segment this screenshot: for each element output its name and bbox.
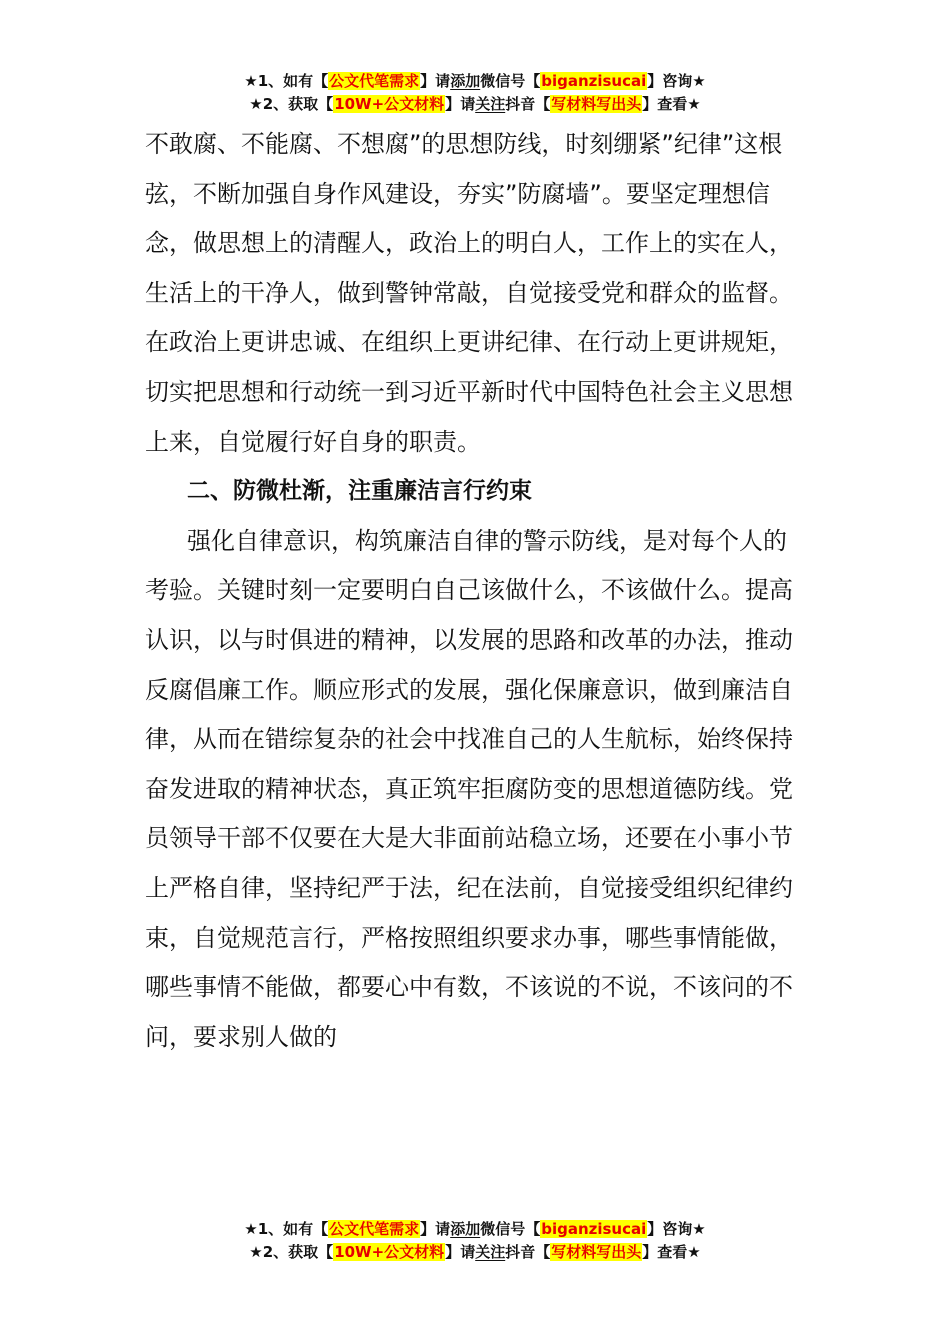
highlight-douyin: 写材料写出头 [551, 1243, 642, 1261]
section-heading: 二、防微杜渐，注重廉洁言行约束 [187, 478, 532, 505]
underlined-word: 添加 [450, 1220, 481, 1238]
banner-text: 】请 [445, 1243, 476, 1261]
banner-text: 】请 [420, 1220, 451, 1238]
banner-text: 抖音【 [505, 1243, 551, 1261]
banner-text: 抖音【 [505, 95, 551, 113]
underlined-word: 关注 [475, 1243, 506, 1261]
highlight-wechat-id: biganzisucai [541, 1220, 647, 1238]
banner-text: ★2、获取【 [249, 95, 334, 113]
banner-text: 微信号【 [480, 1220, 541, 1238]
banner-text: 】查看★ [642, 1243, 701, 1261]
banner-text: 】请 [420, 72, 451, 90]
banner-line-1 [0, 70, 950, 93]
footer-banner [0, 1218, 950, 1264]
highlight-materials: 10W+公文材料 [334, 1243, 445, 1261]
paragraph-2: 强化自律意识，构筑廉洁自律的警示防线，是对每个人的考验。关键时刻一定要明白自己该做什么，不该做什么。提高认识，以与时俱进的精神，以发展的思路和改革的办法，推动反腐倡廉工作。顺应形式的发展，强化保廉意识，做到廉洁自律，从而在错综复杂的社会中找准自己的人生航标，始终保持奋发进取的精神状态，真正筑牢拒腐防变的思想道德防线。党员领导干部不仅要在大是大非面前站稳立场，还要在小事小节上严格自律，坚持纪严于法，纪在法前，自觉接受组织纪律约束，自觉规范言行，严格按照组织要求办事，哪些事情能做，哪些事情不能做，都要心中有数，不该说的不说，不该问的不问，要求别人做的 [145, 526, 793, 1051]
banner-text: ★1、如有【 [244, 72, 329, 90]
highlight-service: 公文代笔需求 [329, 1220, 420, 1238]
document-body [145, 120, 805, 1062]
paragraph-1: 不敢腐、不能腐、不想腐”的思想防线，时刻绷紧”纪律”这根弦，不断加强自身作风建设，夯实”防腐墙”。要坚定理想信念，做思想上的清醒人，政治上的明白人，工作上的实在人，生活上的干净人，做到警钟常敲，自觉接受党和群众的监督。在政治上更讲忠诚、在组织上更讲纪律、在行动上更讲规矩，切实把思想和行动统一到习近平新时代中国特色社会主义思想上来，自觉履行好自身的职责。 [145, 130, 793, 456]
banner-text: 】请 [445, 95, 476, 113]
highlight-wechat-id: biganzisucai [541, 72, 647, 90]
banner-text: 微信号【 [480, 72, 541, 90]
banner-text: 】查看★ [642, 95, 701, 113]
highlight-service: 公文代笔需求 [329, 72, 420, 90]
underlined-word: 关注 [475, 95, 506, 113]
banner-text: ★2、获取【 [249, 1243, 334, 1261]
banner-text: 】咨询★ [647, 1220, 706, 1238]
underlined-word: 添加 [450, 72, 481, 90]
highlight-materials: 10W+公文材料 [334, 95, 445, 113]
banner-text: ★1、如有【 [244, 1220, 329, 1238]
header-banner [0, 70, 950, 116]
banner-line-2 [0, 1241, 950, 1264]
highlight-douyin: 写材料写出头 [551, 95, 642, 113]
banner-line-1 [0, 1218, 950, 1241]
banner-line-2 [0, 93, 950, 116]
banner-text: 】咨询★ [647, 72, 706, 90]
